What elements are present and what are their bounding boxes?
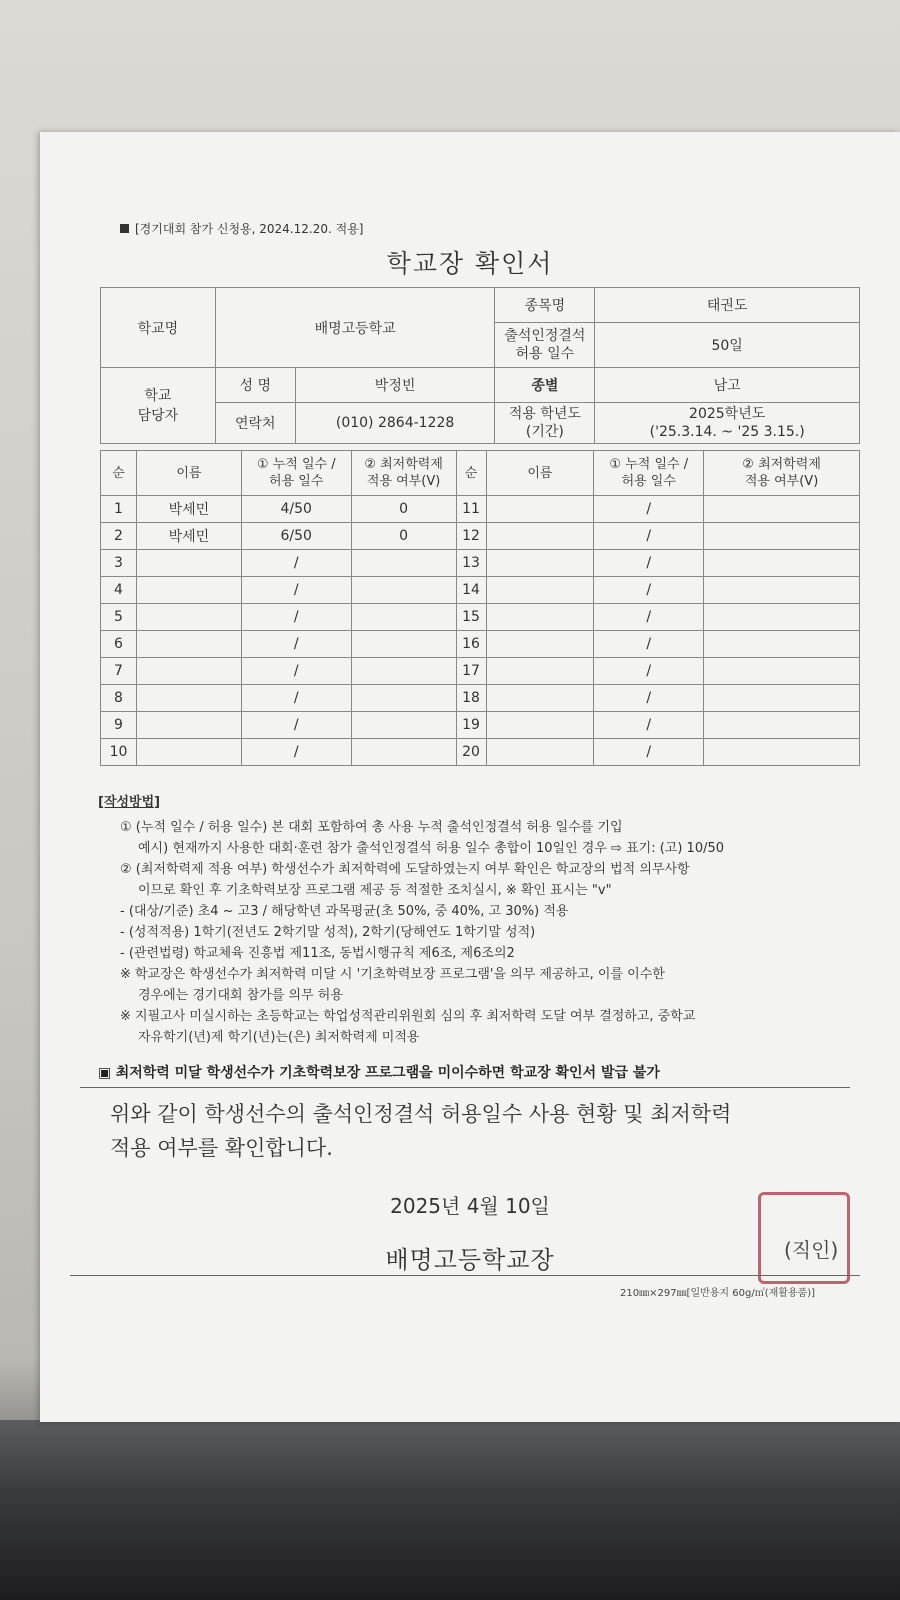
- row-name-left: [136, 658, 241, 685]
- row-days-right: /: [594, 604, 704, 631]
- row-no-left: 7: [101, 658, 137, 685]
- row-days-left: /: [241, 739, 351, 766]
- row-no-right: 17: [456, 658, 486, 685]
- header-min-right: [704, 451, 860, 496]
- row-name-left: [136, 739, 241, 766]
- row-min-right: [704, 577, 860, 604]
- row-no-left: 9: [101, 712, 137, 739]
- row-days-left: 4/50: [241, 496, 351, 523]
- list-header-row: [101, 451, 860, 496]
- row-name-right: [486, 604, 594, 631]
- year-value: [595, 403, 860, 444]
- row-name-left: [136, 577, 241, 604]
- table-row: [101, 685, 860, 712]
- allowed-value: 50일: [595, 323, 860, 368]
- page-title: 학교장 확인서: [386, 249, 554, 278]
- row-days-right: /: [594, 739, 704, 766]
- table-row: [101, 658, 860, 685]
- row-min-right: [704, 604, 860, 631]
- row-name-right: [486, 685, 594, 712]
- student-list-body: [101, 451, 860, 766]
- sport-label: 종목명: [495, 288, 595, 323]
- header-days-right: [594, 451, 704, 496]
- row-min-right: [704, 685, 860, 712]
- square-bullet-icon: [120, 224, 129, 233]
- row-min-left: [351, 604, 456, 631]
- row-days-right: /: [594, 631, 704, 658]
- row-no-left: 1: [101, 496, 137, 523]
- table-row: [101, 739, 860, 766]
- school-value: 배명고등학교: [215, 288, 495, 368]
- note-bar-text: 최저학력 미달 학생선수가 기초학력보장 프로그램을 미이수하면 학교장 확인서 발급 불가: [115, 1065, 660, 1081]
- table-row: [101, 550, 860, 577]
- row-name-left: [136, 685, 241, 712]
- guide-line: 예시) 현재까지 사용한 대회·훈련 참가 출석인정결석 허용 일수 총합이 10일인 경우 ⇨ 표기: (고) 10/50: [138, 841, 725, 856]
- document-page: [40, 132, 900, 1422]
- header-days-left: [241, 451, 351, 496]
- row-no-left: 4: [101, 577, 137, 604]
- sport-value: 태권도: [595, 288, 860, 323]
- header-min-line2: 적용 여부(V): [366, 474, 441, 489]
- row-name-left: [136, 604, 241, 631]
- header-no-left: 순: [101, 451, 137, 496]
- note-bar: [98, 1062, 878, 1082]
- header-min-line2: 적용 여부(V): [744, 474, 819, 489]
- year-label-line2: (기간): [525, 424, 564, 440]
- row-no-right: 20: [456, 739, 486, 766]
- year-value-line1: 2025학년도: [689, 406, 766, 422]
- row-days-right: /: [594, 685, 704, 712]
- row-days-left: /: [241, 550, 351, 577]
- row-min-right: [704, 496, 860, 523]
- row-min-left: [351, 685, 456, 712]
- row-name-left: [136, 550, 241, 577]
- row-min-right: [704, 739, 860, 766]
- arrow-box-icon: ▣: [98, 1065, 116, 1081]
- row-name-right: [486, 739, 594, 766]
- guide-line: 이므로 확인 후 기초학력보장 프로그램 제공 등 적절한 조치실시, ※ 확인 표시는 "v": [138, 883, 612, 898]
- table-row: [101, 496, 860, 523]
- row-days-left: 6/50: [241, 523, 351, 550]
- gender-label: 종별: [495, 368, 595, 403]
- guide-line: ※ 지필고사 미실시하는 초등학교는 학업성적관리위원회 심의 후 최저학력 도달 여부 결정하고, 중학교: [120, 1009, 696, 1024]
- row-no-right: 13: [456, 550, 486, 577]
- guide-line: - (대상/기준) 초4 ~ 고3 / 해당학년 과목평균(초 50%, 중 40%, 고 30%) 적용: [120, 904, 569, 919]
- header-name-left: 이름: [136, 451, 241, 496]
- row-name-left: [136, 712, 241, 739]
- guide-line: ① (누적 일수 / 허용 일수) 본 대회 포함하여 총 사용 누적 출석인정결석 허용 일수를 기입: [120, 820, 623, 835]
- writing-guide: [98, 792, 878, 1048]
- row-days-right: /: [594, 577, 704, 604]
- row-days-right: /: [594, 550, 704, 577]
- row-days-left: /: [241, 658, 351, 685]
- header-tag-text: [경기대회 참가 신청용, 2024.12.20. 적용]: [135, 222, 364, 236]
- row-days-right: /: [594, 658, 704, 685]
- row-min-right: [704, 712, 860, 739]
- row-days-left: /: [241, 577, 351, 604]
- row-days-right: /: [594, 496, 704, 523]
- contact-label: 연락처: [215, 403, 295, 444]
- allowed-label-line2: 허용 일수: [515, 346, 575, 362]
- guide-line: - (성적적용) 1학기(전년도 2학기말 성적), 2학기(당해연도 1학기말 성적): [120, 925, 536, 940]
- row-min-left: 0: [351, 496, 456, 523]
- header-name-right: 이름: [486, 451, 594, 496]
- row-days-left: /: [241, 631, 351, 658]
- header-min-left: [351, 451, 456, 496]
- header-days-line1: ① 누적 일수 /: [609, 457, 689, 472]
- name-value: 박정빈: [295, 368, 495, 403]
- table-row: [101, 577, 860, 604]
- row-days-left: /: [241, 604, 351, 631]
- header-tag: [120, 220, 363, 237]
- row-min-left: [351, 631, 456, 658]
- row-min-right: [704, 523, 860, 550]
- row-min-left: 0: [351, 523, 456, 550]
- statement-line1: 위와 같이 학생선수의 출석인정결석 허용일수 사용 현황 및 최저학력: [110, 1102, 732, 1126]
- header-no-right: 순: [456, 451, 486, 496]
- guide-line: ② (최저학력제 적용 여부) 학생선수가 최저학력에 도달하였는지 여부 확인은 학교장의 법적 의무사항: [120, 862, 690, 877]
- row-min-right: [704, 658, 860, 685]
- header-days-line1: ① 누적 일수 /: [256, 457, 336, 472]
- gender-value: 남고: [595, 368, 860, 403]
- row-min-right: [704, 550, 860, 577]
- guide-line: 자유학기(년)제 학기(년)는(은) 최저학력제 미적용: [138, 1030, 420, 1045]
- row-no-right: 14: [456, 577, 486, 604]
- row-name-right: [486, 523, 594, 550]
- row-no-left: 3: [101, 550, 137, 577]
- stamp-label: (직인): [782, 1234, 840, 1263]
- guide-line: 경우에는 경기대회 참가를 의무 허용: [138, 988, 343, 1003]
- row-no-left: 10: [101, 739, 137, 766]
- manager-label: [101, 368, 216, 444]
- row-no-left: 5: [101, 604, 137, 631]
- year-label-line1: 적용 학년도: [508, 406, 581, 422]
- row-name-right: [486, 550, 594, 577]
- row-no-right: 12: [456, 523, 486, 550]
- issue-date: 2025년 4월 10일: [390, 1194, 550, 1218]
- header-days-line2: 허용 일수: [621, 474, 676, 489]
- school-label: 학교명: [101, 288, 216, 368]
- confirmation-statement: [110, 1097, 850, 1165]
- header-min-line1: ② 최저학력제: [364, 457, 443, 472]
- row-name-left: [136, 631, 241, 658]
- row-days-right: /: [594, 523, 704, 550]
- table-row: [101, 712, 860, 739]
- row-days-left: /: [241, 685, 351, 712]
- row-min-right: [704, 631, 860, 658]
- row-name-right: [486, 712, 594, 739]
- manager-label-line2: 담당자: [137, 407, 179, 424]
- year-label: [495, 403, 595, 444]
- contact-value: (010) 2864-1228: [295, 403, 495, 444]
- header-days-line2: 허용 일수: [269, 474, 324, 489]
- divider: [70, 1275, 860, 1276]
- row-name-left: 박세민: [136, 523, 241, 550]
- table-row: [101, 523, 860, 550]
- background-floor: [0, 1420, 900, 1600]
- row-min-left: [351, 739, 456, 766]
- row-name-right: [486, 631, 594, 658]
- row-no-left: 2: [101, 523, 137, 550]
- name-label: 성 명: [215, 368, 295, 403]
- student-list-table: [100, 450, 860, 766]
- guide-heading: [작성방법]: [98, 795, 161, 810]
- guide-line: - (관련법령) 학교체육 진흥법 제11조, 동법시행규칙 제6조, 제6조의2: [120, 946, 515, 961]
- paper-spec-footer: 210㎜×297㎜[일반용지 60g/㎡(재활용품)]: [620, 1288, 816, 1299]
- row-days-right: /: [594, 712, 704, 739]
- row-name-right: [486, 658, 594, 685]
- row-min-left: [351, 658, 456, 685]
- year-value-line2: ('25.3.14. ~ '25 3.15.): [649, 424, 805, 440]
- row-name-right: [486, 496, 594, 523]
- statement-line2: 적용 여부를 확인합니다.: [110, 1136, 333, 1160]
- row-no-left: 8: [101, 685, 137, 712]
- row-min-left: [351, 550, 456, 577]
- header-min-line1: ② 최저학력제: [742, 457, 821, 472]
- table-row: [101, 631, 860, 658]
- row-no-right: 16: [456, 631, 486, 658]
- table-row: [101, 604, 860, 631]
- allowed-label: [495, 323, 595, 368]
- row-days-left: /: [241, 712, 351, 739]
- guide-line: ※ 학교장은 학생선수가 최저학력 미달 시 '기초학력보장 프로그램'을 의무 제공하고, 이를 이수한: [120, 967, 665, 982]
- allowed-label-line1: 출석인정결석: [504, 328, 586, 344]
- row-no-left: 6: [101, 631, 137, 658]
- info-table: [100, 287, 860, 444]
- row-no-right: 11: [456, 496, 486, 523]
- row-no-right: 19: [456, 712, 486, 739]
- row-min-left: [351, 577, 456, 604]
- divider: [80, 1087, 850, 1088]
- principal-signature: 배명고등학교장: [385, 1246, 555, 1274]
- row-no-right: 18: [456, 685, 486, 712]
- row-no-right: 15: [456, 604, 486, 631]
- row-min-left: [351, 712, 456, 739]
- manager-label-line1: 학교: [144, 387, 172, 404]
- row-name-right: [486, 577, 594, 604]
- row-name-left: 박세민: [136, 496, 241, 523]
